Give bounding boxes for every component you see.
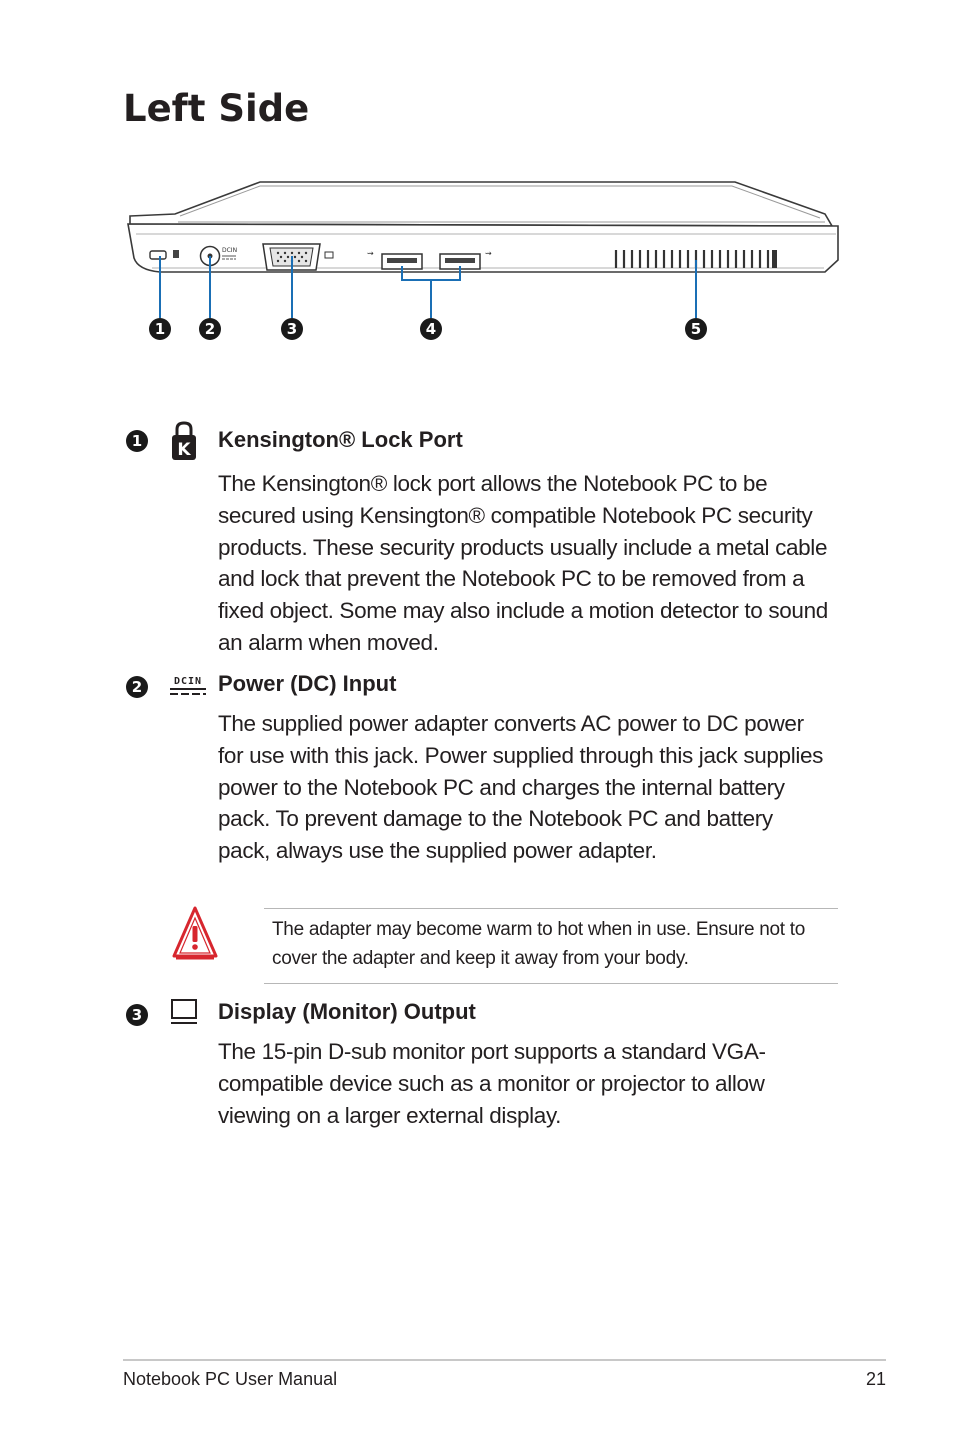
laptop-illustration <box>120 176 846 346</box>
footer-manual-title: Notebook PC User Manual <box>123 1369 338 1389</box>
svg-text:⇝: ⇝ <box>367 249 374 258</box>
section-number: 1 <box>126 430 148 452</box>
section-body: The supplied power adapter converts AC power to DC power for use with this jack. Power supplied through this jack supplies power to the Notebook PC and charges the internal battery pack. To prevent damage to the Notebook PC and battery pack, always use the supplied power adapter. <box>218 711 824 864</box>
dc-in-icon <box>168 674 208 703</box>
section-number: 2 <box>126 676 148 698</box>
section-body: The Kensington® lock port allows the Notebook PC to be secured using Kensington® compatible Notebook PC security products. These security products usually include a metal cable and lock that prevent the Notebook PC to be removed from a fixed object. Some may also include a motion detector to sound an alarm when moved. <box>218 471 828 655</box>
footer-rule <box>123 1359 886 1361</box>
footer-page-number: 21 <box>865 1369 886 1389</box>
section-number: 3 <box>126 1004 148 1026</box>
callout-5: 5 <box>685 318 707 340</box>
kensington-icon-letter: K <box>177 440 191 460</box>
dcin-port-label: DCIN <box>222 247 238 254</box>
page-title: Left Side <box>123 87 310 130</box>
section-body: The 15-pin D-sub monitor port supports a standard VGA-compatible device such as a monitor or projector to allow viewing on a larger external display. <box>218 1039 766 1128</box>
kensington-lock-icon <box>170 420 198 467</box>
warning-note <box>264 908 838 984</box>
laptop-left-side-diagram <box>120 176 846 346</box>
callout-4: 4 <box>420 318 442 340</box>
warning-note-text: The adapter may become warm to hot when in use. Ensure not to cover the adapter and keep it away from your body. <box>272 919 805 969</box>
callout-2: 2 <box>199 318 221 340</box>
section-title: Display (Monitor) Output <box>218 999 476 1024</box>
callout-1: 1 <box>149 318 171 340</box>
callout-3: 3 <box>281 318 303 340</box>
section-title: Kensington® Lock Port <box>218 427 463 452</box>
svg-text:⇝: ⇝ <box>485 249 492 258</box>
monitor-icon <box>170 998 198 1031</box>
warning-icon <box>170 904 220 969</box>
section-title: Power (DC) Input <box>218 671 397 696</box>
dc-in-icon-label: DCIN <box>173 676 203 687</box>
